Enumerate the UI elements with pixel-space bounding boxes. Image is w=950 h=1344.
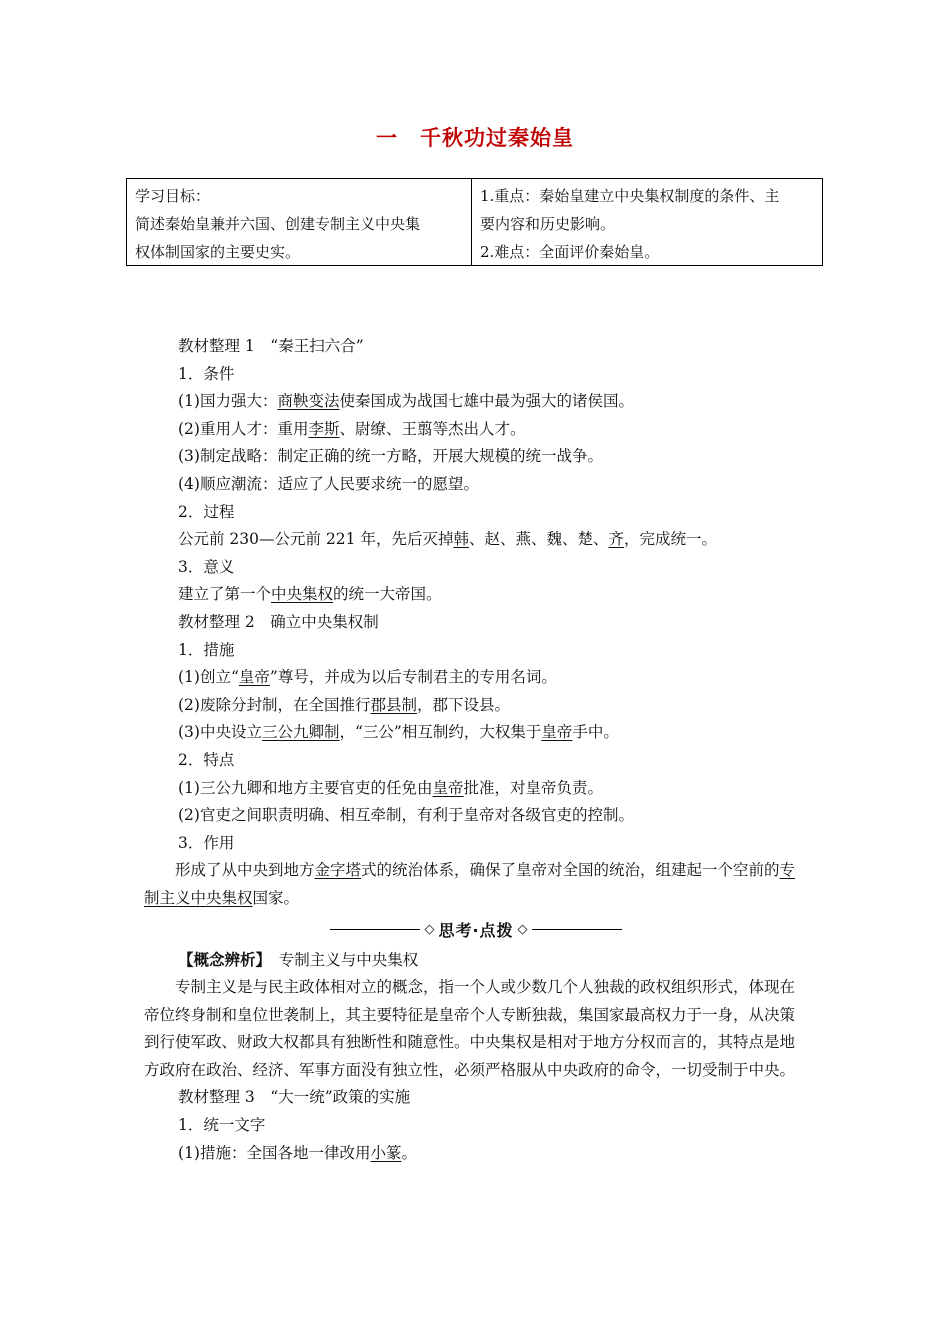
learning-goals-table	[126, 178, 823, 266]
text: 建立了第一个	[178, 585, 272, 604]
subheading: 3．作用	[178, 833, 235, 852]
concept-tag: 【概念辨析】	[178, 950, 264, 970]
answer-underline: 郡县制	[370, 695, 417, 714]
text: ，完成统一。	[624, 530, 718, 549]
goals-left-cell	[127, 179, 472, 265]
divider-rule-right	[532, 929, 622, 930]
goals-text-2: 权体制国家的主要史实。	[135, 243, 301, 261]
text: ，郡下设县。	[416, 695, 510, 714]
concept-topic: 专制主义与中央集权	[263, 951, 419, 970]
list-item	[178, 719, 808, 747]
section-heading-1: 教材整理 1 “秦王扫六合”	[178, 337, 364, 355]
page-title: 一 千秋功过秦始皇	[376, 126, 574, 150]
subheading: 2．特点	[178, 750, 235, 769]
list-item	[178, 526, 808, 554]
text: 式的统治体系，确保了皇帝对全国的统治，组建起一个空前的	[361, 861, 780, 880]
text: (1)国力强大：	[178, 392, 278, 411]
text: 、赵、燕、魏、楚、	[468, 530, 609, 549]
concept-paragraph: 专制主义是与民主政体相对立的概念，指一个人或少数几个人独裁的政权组织形式，体现在帝位终身制和皇位世袭制上，其主要特征是皇帝个人专断独裁，集国家最高权力于一身，从决策到行使军政、财政大权都具有独断性和随意性。中央集权是相对于地方分权而言的，其特点是地方政府在政治、经济、军事方面没有独立性，必须严格服从中央政府的命令，一切受制于中央。	[144, 978, 796, 1079]
answer-underline: 中央集权	[271, 585, 334, 604]
main-content	[144, 333, 808, 1167]
text: 的统一大帝国。	[333, 585, 442, 604]
text: 批准，对皇帝负责。	[463, 778, 603, 797]
text: 国家。	[252, 888, 300, 907]
divider-rule-left	[330, 929, 420, 930]
subheading: 2．过程	[178, 502, 235, 521]
answer-underline: 齐	[608, 530, 624, 549]
text: ”尊号，并成为以后专制君主的专用名词。	[269, 668, 557, 687]
list-item	[178, 581, 808, 609]
answer-underline: 李斯	[308, 419, 340, 438]
text: (2)废除分封制，在全国推行	[178, 695, 371, 714]
diamond-icon: ◇	[517, 921, 528, 937]
key-point-cont: 要内容和历史影响。	[480, 215, 616, 233]
subheading: 1．措施	[178, 640, 235, 659]
paragraph	[144, 857, 808, 912]
key-point: 1.重点：秦始皇建立中央集权制度的条件、主	[480, 187, 780, 205]
subheading: 1．条件	[178, 364, 235, 383]
list-item	[178, 388, 808, 416]
text: 形成了从中央到地方	[175, 861, 315, 880]
answer-underline: 小篆	[370, 1143, 402, 1162]
list-item	[178, 664, 808, 692]
answer-underline: 三公九卿制	[261, 723, 340, 742]
text: 。	[401, 1143, 417, 1162]
answer-underline: 韩	[453, 530, 469, 549]
text: (1)措施：全国各地一律改用	[178, 1143, 371, 1162]
list-item: (2)官吏之间职责明确、相互牵制，有利于皇帝对各级官吏的控制。	[178, 806, 634, 825]
goals-label: 学习目标：	[135, 187, 211, 205]
section-heading-3: 教材整理 3 “大一统”政策的实施	[178, 1088, 411, 1107]
text: (1)创立“	[178, 668, 239, 687]
text: (3)中央设立	[178, 723, 262, 742]
answer-underline: 皇帝	[432, 778, 464, 797]
list-item	[178, 1140, 808, 1168]
text: 、尉缭、王翦等杰出人才。	[339, 419, 526, 438]
text: (1)三公九卿和地方主要官吏的任免由	[178, 778, 433, 797]
list-item	[178, 692, 808, 720]
list-item	[178, 775, 808, 803]
section-heading-2: 教材整理 2 确立中央集权制	[178, 612, 379, 631]
answer-underline: 皇帝	[541, 723, 573, 742]
answer-underline: 专制主义中央集权	[144, 861, 796, 907]
subheading: 1．统一文字	[178, 1116, 266, 1135]
think-divider	[144, 912, 808, 946]
subheading: 3．意义	[178, 557, 235, 576]
text: ，“三公”相互制约，大权集于	[339, 723, 542, 742]
answer-underline: 商鞅变法	[277, 392, 340, 411]
diamond-icon: ◇	[424, 921, 435, 937]
text: 使秦国成为战国七雄中最为强大的诸侯国。	[339, 392, 634, 411]
list-item: (4)顺应潮流：适应了人民要求统一的愿望。	[178, 474, 479, 493]
answer-underline: 金字塔	[314, 861, 362, 880]
goals-text-1: 简述秦始皇兼并六国、创建专制主义中央集	[135, 215, 421, 233]
goals-right-cell	[472, 179, 822, 265]
text: 手中。	[572, 723, 619, 742]
answer-underline: 皇帝	[238, 668, 270, 687]
text: 公元前 230—公元前 221 年，先后灭掉	[178, 530, 454, 549]
concept-heading	[178, 946, 808, 974]
text: (2)重用人才：重用	[178, 419, 309, 438]
list-item	[178, 416, 808, 444]
list-item: (3)制定战略：制定正确的统一方略，开展大规模的统一战争。	[178, 447, 603, 466]
difficult-point: 2.难点：全面评价秦始皇。	[480, 243, 660, 261]
divider-label: 思考·点拨	[438, 920, 514, 940]
